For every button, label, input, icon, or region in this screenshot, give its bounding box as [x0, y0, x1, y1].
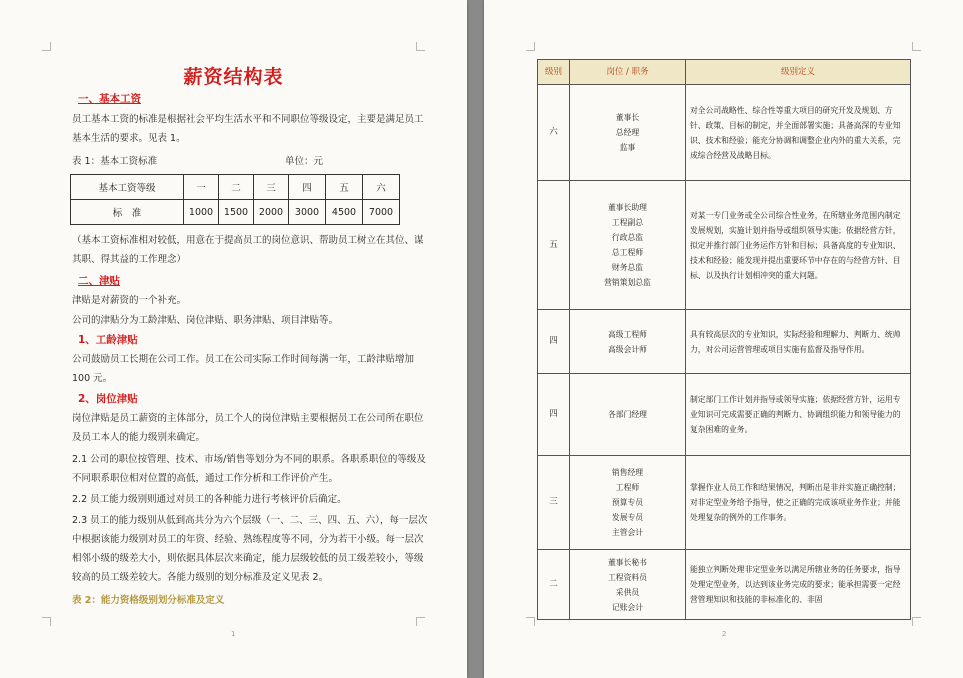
crop-mark	[912, 617, 921, 626]
position-item: 发展专员	[611, 513, 644, 522]
definition-cell: 对某一专门业务或全公司综合性业务，在所辖业务范围内制定发展规划，实施计划并指导或组织领导实施；依据经营方针，拟定并推行部门业务运作方针和目标；具备高度的专业知识、技术和经验；能发现并提出重要环节中存在的与经营方针、目标、以及执行计划相冲突的重大问题。	[686, 181, 911, 310]
position-item: 行政总监	[611, 233, 644, 242]
positions-cell	[570, 181, 686, 310]
subheading-text: 1、工龄津贴	[78, 334, 138, 346]
section-heading-allowance	[78, 272, 120, 291]
table-cell: 7000	[363, 200, 400, 225]
crop-mark	[416, 42, 425, 51]
position-item: 董事长助理	[608, 203, 647, 212]
table-cell: 三	[254, 175, 289, 200]
position-item: 总经理	[615, 128, 640, 137]
document-page-2	[484, 0, 963, 678]
crop-mark	[526, 617, 535, 626]
table1-unit: 单位：元	[285, 156, 324, 167]
paragraph: 员工基本工资的标准是根据社会平均生活水平和不同职位等级设定，主要是满足员工基本生活的要求。见表 1。	[72, 114, 424, 144]
paragraph: 公司的津贴分为工龄津贴、岗位津贴、职务津贴、项目津贴等。	[72, 315, 339, 326]
positions-cell	[570, 374, 686, 456]
table-cell: 二	[219, 175, 254, 200]
table-cell: 1000	[184, 200, 219, 225]
table-cell: 一	[184, 175, 219, 200]
paragraph: 2.1 公司的职位按管理、技术、市场/销售等划分为不同的职系。各职系职位的等级及不同职系职位相对位置的高低，通过工作分析和工作评价产生。	[72, 454, 426, 484]
position-item: 高级工程师	[608, 329, 647, 339]
positions-cell	[570, 456, 686, 550]
position-item: 财务总监	[611, 263, 644, 272]
position-item: 工程副总	[611, 218, 644, 227]
table-row	[71, 175, 400, 200]
position-item: 工程资料员	[608, 572, 647, 582]
table-cell: 六	[363, 175, 400, 200]
table-cell: 2000	[254, 200, 289, 225]
positions-cell	[570, 550, 686, 620]
crop-mark	[416, 617, 425, 626]
document-page-1	[0, 0, 467, 678]
position-item: 总工程师	[611, 248, 644, 257]
page-number: 2	[722, 630, 727, 638]
crop-mark	[42, 617, 51, 626]
table2-caption-text: 表 2：能力资格级别划分标准及定义	[72, 595, 225, 606]
position-item: 销售经理	[611, 468, 644, 477]
table-row	[71, 200, 400, 225]
column-header-position: 岗位 / 职务	[570, 60, 686, 85]
table-header-row	[538, 60, 911, 85]
level-cell: 五	[538, 181, 570, 310]
table2-caption	[72, 591, 224, 610]
position-item: 营销策划总监	[604, 278, 651, 287]
table-cell: 4500	[326, 200, 363, 225]
table-cell: 标 准	[71, 200, 184, 225]
table-row	[538, 374, 911, 456]
section-heading-basic-salary	[78, 90, 141, 109]
table-row	[538, 310, 911, 374]
table-cell: 3000	[289, 200, 326, 225]
subheading-seniority-allowance	[78, 331, 138, 350]
position-item: 采供员	[615, 587, 640, 597]
basic-salary-table	[70, 174, 400, 225]
subheading-position-allowance	[78, 390, 138, 409]
position-item: 记账会计	[611, 602, 644, 612]
position-item: 预算专员	[611, 498, 644, 507]
paragraph: 岗位津贴是员工薪资的主体部分，员工个人的岗位津贴主要根据员工在公司所在职位及员工本人的能力级别来确定。	[72, 413, 424, 443]
crop-mark	[42, 42, 51, 51]
subheading-text: 2、岗位津贴	[78, 393, 138, 405]
crop-mark	[912, 42, 921, 51]
table-row	[538, 456, 911, 550]
table1-caption: 表 1：基本工资标准	[72, 156, 158, 167]
paragraph: 2.2 员工能力级别则通过对员工的各种能力进行考核评价后确定。	[72, 494, 347, 505]
paragraph: 公司鼓励员工长期在公司工作。员工在公司实际工作时间每满一年，工龄津贴增加 100 元。	[72, 354, 415, 384]
definition-cell: 对全公司战略性、综合性等重大项目的研究开发及规划、方针、政策、目标的制定，并全面部署实施；具备高深的专业知识、技术和经验；能充分协调和调整企业内外的重大关系，完成综合经营及战略目标。	[686, 85, 911, 181]
definition-cell: 能独立判断处理非定型业务以满足所辖业务的任务要求，指导处理定型业务，以达到该业务完成的要求；能承担需要一定经营管理知识和技能的非标准化的、非固	[686, 550, 911, 620]
section-heading-text: 二、津贴	[78, 275, 120, 287]
position-item: 工程师	[615, 483, 640, 492]
definition-cell: 制定部门工作计划并指导或领导实施；依据经营方针，运用专业知识可完成需要正确的判断力、协调组织能力和领导能力的复杂困难的业务。	[686, 374, 911, 456]
table-cell: 基本工资等级	[71, 175, 184, 200]
table-cell: 四	[289, 175, 326, 200]
page-number: 1	[231, 630, 236, 638]
position-item: 各部门经理	[608, 410, 647, 419]
table-row	[538, 181, 911, 310]
level-cell: 六	[538, 85, 570, 181]
definition-cell: 具有较高层次的专业知识，实际经验和理解力、判断力、统帅力，对公司运营管理或项目实施有监督及指导作用。	[686, 310, 911, 374]
level-cell: 三	[538, 456, 570, 550]
level-cell: 二	[538, 550, 570, 620]
position-item: 高级会计师	[608, 344, 647, 354]
table-row	[538, 85, 911, 181]
ability-level-table	[537, 59, 911, 620]
position-item: 监事	[619, 143, 636, 152]
paragraph: 2.3 员工的能力级别从低到高共分为六个层级（一、二、三、四、五、六），每一层次中根据该能力级别对员工的年资、经验、熟练程度等不同，分为若干小级。每一层次相邻小级的级差大小，则依据具体层次来确定，能力层级较低的员工级差较小，等级较高的员工级差较大。各能力级别的划分标准及定义见表 2。	[72, 515, 428, 583]
table1-note: （基本工资标准相对较低，用意在于提高员工的岗位意识、帮助员工树立在其位、谋其职、得其益的工作理念）	[72, 235, 424, 265]
position-item: 董事长秘书	[608, 557, 647, 567]
position-item: 董事长	[615, 113, 640, 122]
column-header-level: 级别	[538, 60, 570, 85]
position-item: 主管会计	[611, 528, 644, 537]
level-cell: 四	[538, 310, 570, 374]
positions-cell	[570, 310, 686, 374]
positions-cell	[570, 85, 686, 181]
document-title: 薪资结构表	[183, 66, 284, 88]
table-cell: 五	[326, 175, 363, 200]
column-header-definition: 级别定义	[686, 60, 911, 85]
section-heading-text: 一、基本工资	[78, 93, 141, 105]
definition-cell: 掌握作业人员工作和结果情况，判断出是非并实施正确控制；对非定型业务给予指导，使之正确的完成该项业务作业；并能处理复杂的例外的工作事务。	[686, 456, 911, 550]
table-row	[538, 550, 911, 620]
paragraph: 津贴是对薪资的一个补充。	[72, 295, 187, 306]
crop-mark	[526, 42, 535, 51]
table-cell: 1500	[219, 200, 254, 225]
level-cell: 四	[538, 374, 570, 456]
